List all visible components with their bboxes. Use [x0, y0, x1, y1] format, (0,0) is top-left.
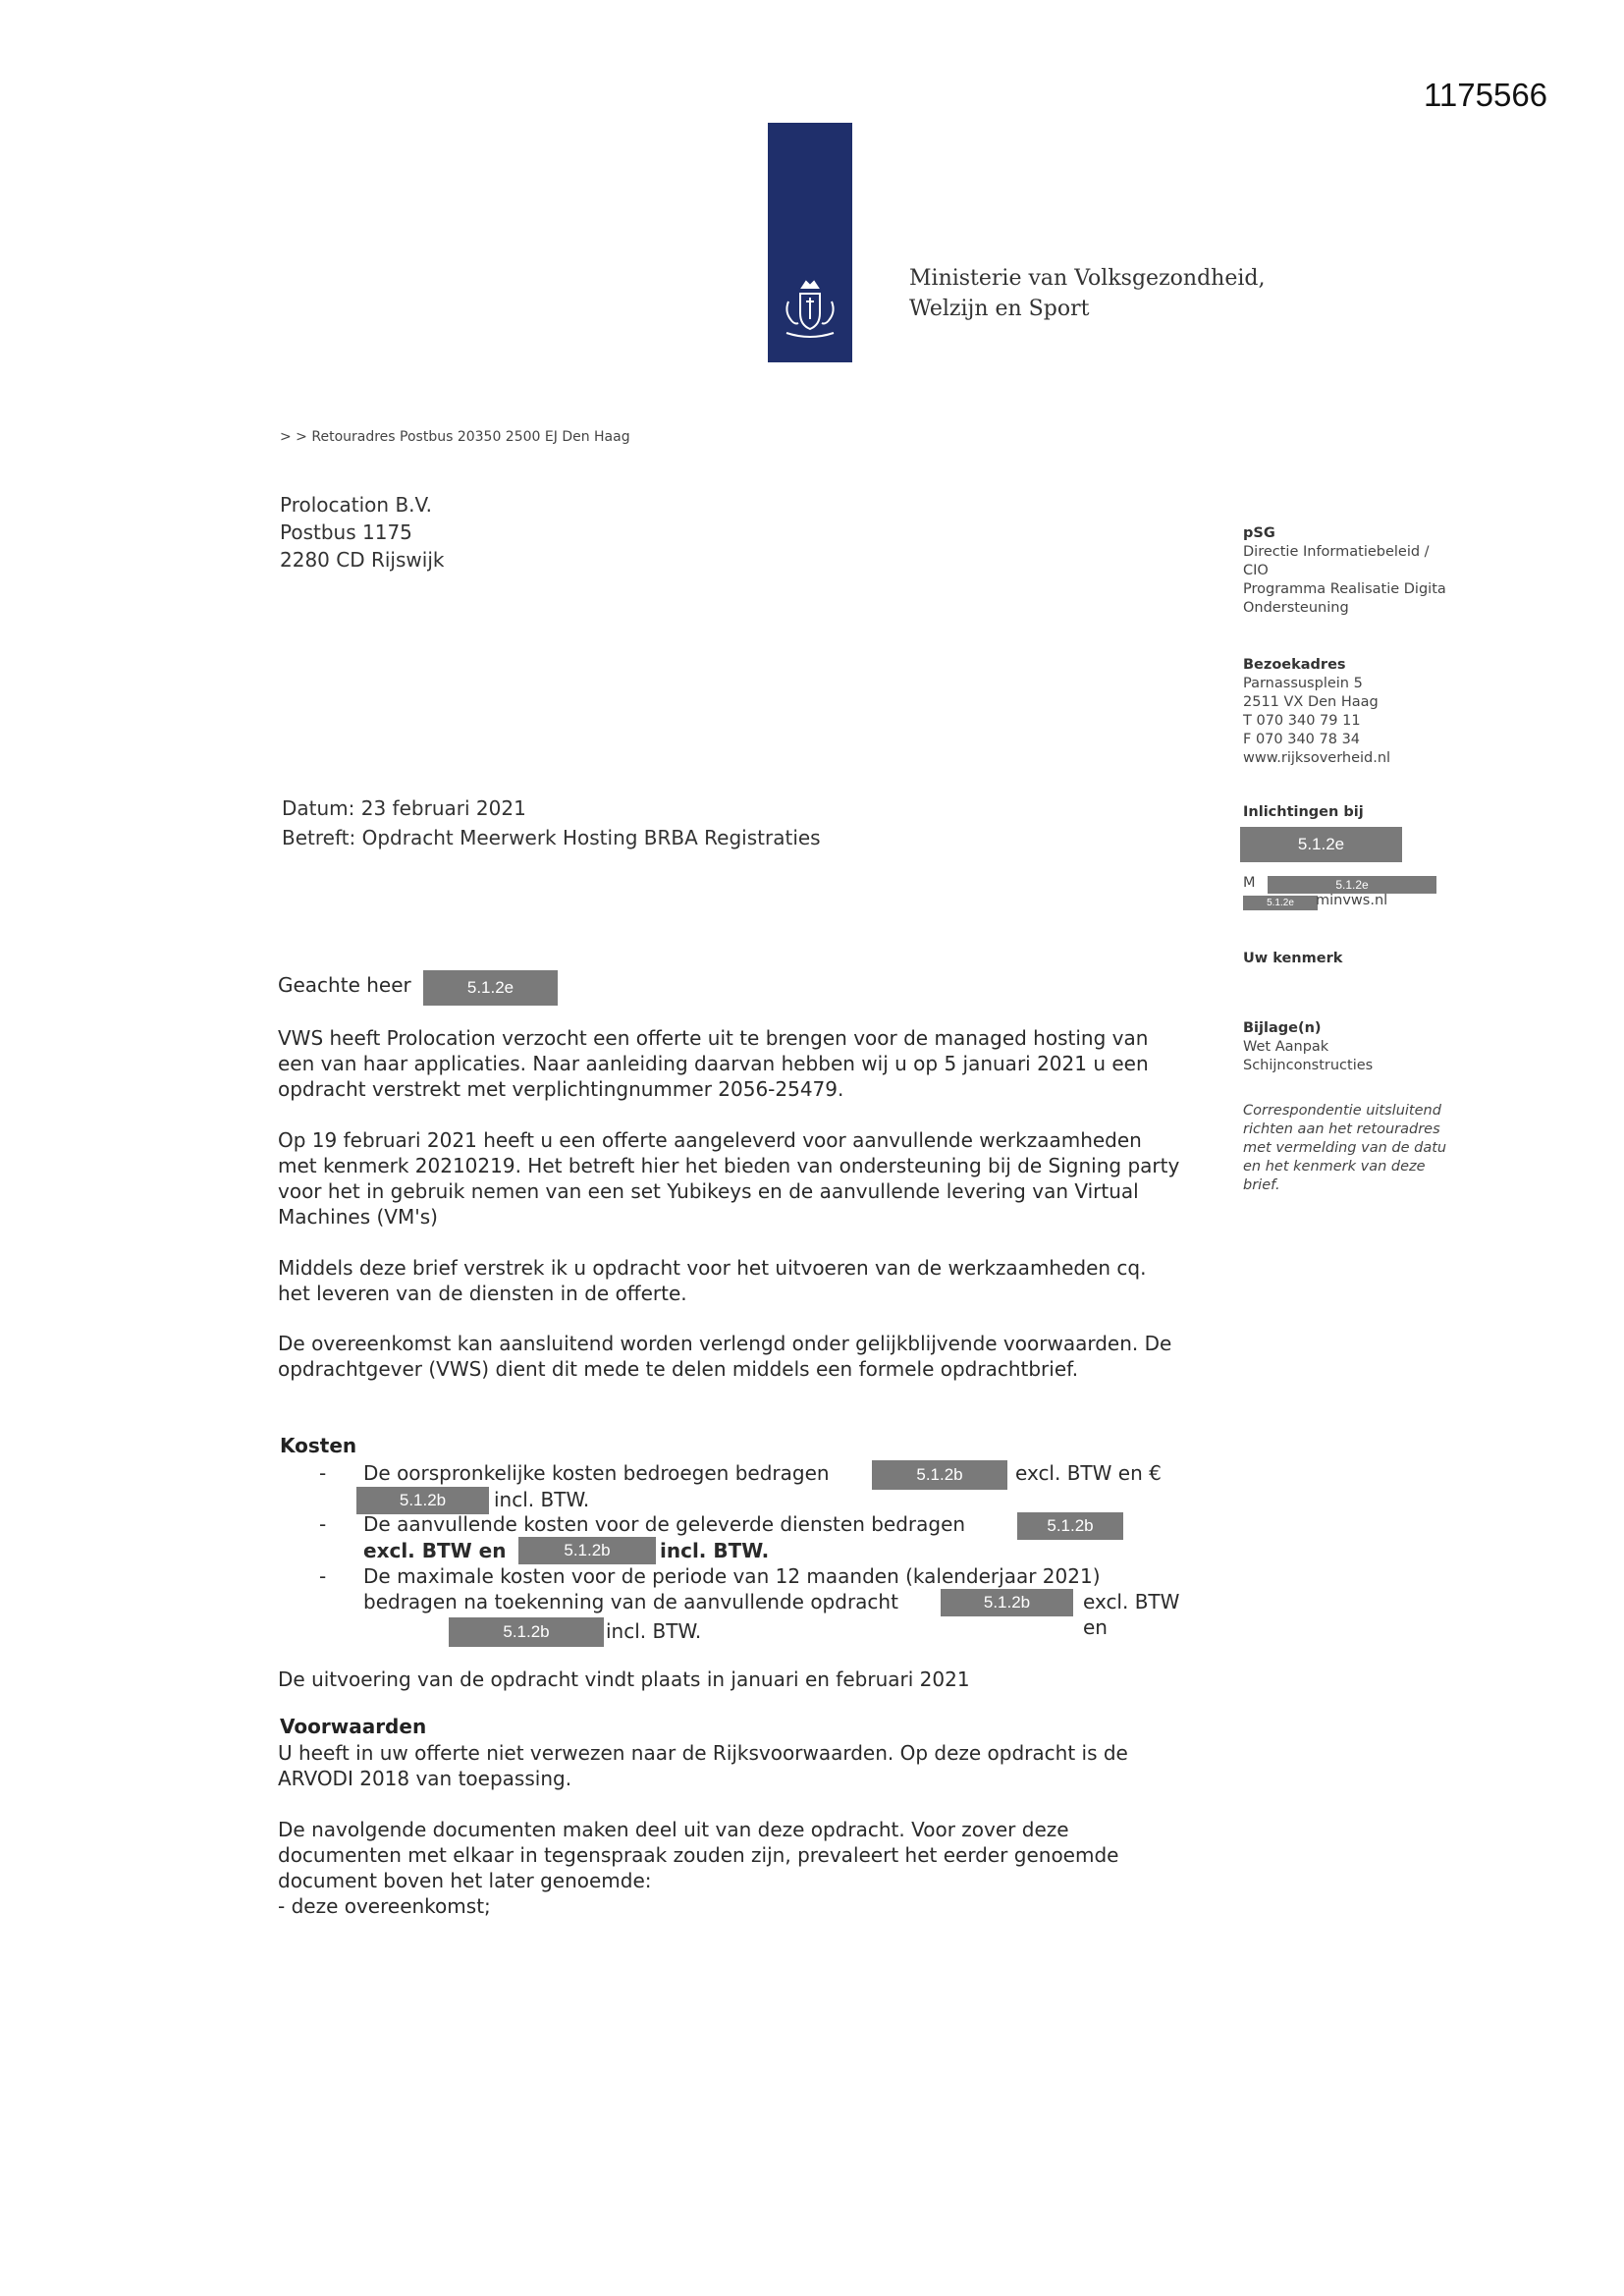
cost-original-incl-label: incl. BTW. — [494, 1488, 590, 1511]
paragraph-assignment: Middels deze brief verstrek ik u opdracht voor het uitvoeren van de werkzaamheden cq. het leveren van de diensten in de offerte. — [278, 1256, 1147, 1305]
redaction-greeting-name: 5.1.2e — [423, 970, 558, 1006]
contact-mobile-prefix: M — [1243, 875, 1256, 891]
cost-original-excl-label: excl. BTW en € — [1015, 1461, 1162, 1485]
sender-organisation: pSG Directie Informatiebeleid / CIO Programma Realisatie Digita Ondersteuning — [1243, 525, 1446, 616]
cost-maximum-excl-label: excl. BTW en — [1083, 1590, 1180, 1639]
contact-email-suffix: minvws.nl — [1316, 893, 1388, 908]
letter-date: Datum: 23 februari 2021 — [282, 796, 526, 820]
royal-crest-icon — [781, 280, 839, 345]
paragraph-request: VWS heeft Prolocation verzocht een offerte uit te brengen voor de managed hosting van een van haar applicaties. Naar aanleiding daarvan hebben wij u op 5 januari 2021 u een opdracht verstrekt met verplichtingnummer 2056-25479. — [278, 1026, 1149, 1101]
redaction-cost-maximum-excl: 5.1.2b — [941, 1589, 1073, 1616]
cost-additional-incl-label: incl. BTW. — [660, 1539, 770, 1562]
paragraph-offer: Op 19 februari 2021 heeft u een offerte aangeleverd voor aanvullende werkzaamheden met kenmerk 20210219. Het betreft hier het bieden van ondersteuning bij de Signing party voor het in gebruik nemen van een set Yubikeys en de aanvullende levering van Virtual Machines (VM's) — [278, 1128, 1180, 1229]
redaction-cost-original-excl: 5.1.2b — [872, 1460, 1007, 1490]
paragraph-conditions: U heeft in uw offerte niet verwezen naar de Rijksvoorwaarden. Op deze opdracht is de ARVODI 2018 van toepassing. — [278, 1741, 1128, 1790]
document-number: 1175566 — [1424, 77, 1548, 113]
recipient-address: Prolocation B.V. Postbus 1175 2280 CD Rijswijk — [280, 493, 445, 572]
letter-meta — [282, 793, 821, 852]
paragraph-documents: De navolgende documenten maken deel uit van deze opdracht. Voor zover deze documenten met elkaar in tegenspraak zouden zijn, prevaleert het eerder genoemde document boven het later genoemde: - deze overeenkomst; — [278, 1818, 1119, 1918]
letter-subject: Betreft: Opdracht Meerwerk Hosting BRBA Registraties — [282, 826, 821, 849]
cost-additional-excl-label: excl. BTW en — [363, 1539, 507, 1562]
return-address: > > Retouradres Postbus 20350 2500 EJ Den Haag — [280, 429, 630, 445]
cost-original-line1: De oorspronkelijke kosten bedroegen bedragen — [363, 1461, 830, 1485]
paragraph-execution: De uitvoering van de opdracht vindt plaats in januari en februari 2021 — [278, 1667, 970, 1691]
redaction-contact-name: 5.1.2e — [1240, 827, 1402, 862]
bullet-marker: - — [319, 1461, 327, 1485]
correspondence-note: Correspondentie uitsluitend richten aan het retouradres met vermelding van de datu en het kenmerk van deze brief. — [1243, 1103, 1447, 1193]
contact-info: Inlichtingen bij — [1243, 804, 1364, 820]
your-reference: Uw kenmerk — [1243, 951, 1343, 966]
visit-address: Bezoekadres Parnassusplein 5 2511 VX Den Haag T 070 340 79 11 F 070 340 78 34 www.rijksoverheid.nl — [1243, 657, 1391, 766]
bullet-marker: - — [319, 1512, 327, 1536]
costs-heading: Kosten — [280, 1434, 357, 1457]
cost-maximum-incl-label: incl. BTW. — [606, 1619, 702, 1643]
redaction-cost-additional-incl: 5.1.2b — [518, 1537, 656, 1564]
paragraph-extension: De overeenkomst kan aansluitend worden verlengd onder gelijkblijvende voorwaarden. De opdrachtgever (VWS) dient dit mede te delen middels een formele opdrachtbrief. — [278, 1332, 1172, 1381]
cost-additional-line1: De aanvullende kosten voor de geleverde diensten bedragen — [363, 1512, 966, 1536]
attachments: Bijlage(n) Wet Aanpak Schijnconstructies — [1243, 1020, 1374, 1073]
cost-maximum-text: De maximale kosten voor de periode van 12 maanden (kalenderjaar 2021) bedragen na toekenning van de aanvullende opdracht — [363, 1564, 1101, 1613]
redaction-contact-mobile: 5.1.2e — [1268, 876, 1436, 894]
ministry-name: Ministerie van Volksgezondheid, Welzijn en Sport — [909, 266, 1266, 321]
redaction-cost-additional-excl: 5.1.2b — [1017, 1512, 1123, 1540]
redaction-cost-original-incl: 5.1.2b — [356, 1487, 489, 1514]
government-logo — [768, 123, 852, 362]
redaction-cost-maximum-incl: 5.1.2b — [449, 1617, 604, 1647]
redaction-contact-email: 5.1.2e — [1243, 896, 1318, 910]
bullet-marker: - — [319, 1564, 327, 1588]
greeting: Geachte heer — [278, 973, 411, 997]
conditions-heading: Voorwaarden — [280, 1715, 427, 1738]
